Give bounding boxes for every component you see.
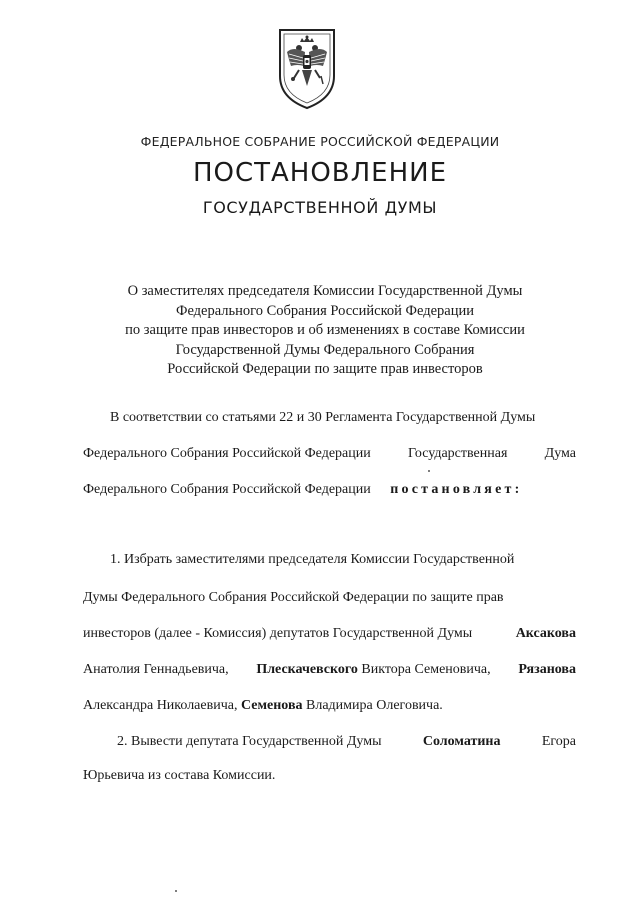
item1-line-3 [83,626,576,642]
item1-line-4 [83,662,576,678]
preamble-line-3 [83,482,522,498]
scan-speck [175,890,177,892]
deputy-name: Семенова [240,698,303,713]
subject-line: О заместителях председателя Комиссии Государственной Думы [127,283,523,299]
item1-text: инвесторов (далее - Комиссия) депутатов Государственной Думы [83,626,473,641]
russian-coat-of-arms-icon [277,28,337,110]
preamble-text: Федерального Собрания Российской Федерации [83,446,371,461]
item2-line-2: Юрьевича из состава Комиссии. [83,768,276,783]
preamble-line-1: В соответствии со статьями 22 и 30 Регламента Государственной Думы [110,410,536,425]
subject-line: Российской Федерации по защите прав инвесторов [167,361,483,377]
deputy-name: Соломатина [422,734,501,749]
subject-line: Федерального Собрания Российской Федерации [175,302,474,319]
subject-line: Государственной Думы Федерального Собрания [175,341,475,358]
item2-line-1 [117,734,576,750]
deputy-name: Плескачевского [256,662,358,677]
item1-text: Виктора Семеновича, [361,662,491,677]
deputy-name: Рязанова [518,662,576,677]
item1-text: Анатолия Геннадьевича, [83,662,229,677]
decree-word: постановляет: [390,482,523,497]
item1-text: Александра Николаевича, [83,698,238,713]
preamble-text: Федерального Собрания Российской Федерации [83,482,371,497]
item1-text-group [256,662,490,678]
subject-line: по защите прав инвесторов и об изменениях в составе Комиссии [125,322,525,338]
preamble-text: Дума [544,446,576,461]
item1-line-1: 1. Избрать заместителями председателя Комиссии Государственной [110,552,515,567]
item1-line-2 [83,590,576,606]
document-subtitle: ГОСУДАРСТВЕННОЙ ДУМЫ [202,198,438,217]
item1-text: Думы Федерального Собрания Российской Федерации по защите прав [83,590,504,605]
document-title: ПОСТАНОВЛЕНИЕ [192,158,448,188]
item2-text: Егора [541,734,576,749]
preamble-line-2 [83,446,576,462]
item1-line-5 [83,698,443,714]
coat-of-arms-emblem [277,28,337,110]
deputy-name: Аксакова [515,626,576,641]
scan-speck [428,470,430,472]
preamble-text: Государственная [407,446,508,461]
assembly-name: ФЕДЕРАЛЬНОЕ СОБРАНИЕ РОССИЙСКОЙ ФЕДЕРАЦИИ [140,134,500,149]
subject-heading [90,282,560,380]
item2-text: 2. Вывести депутата Государственной Думы [117,734,382,749]
item1-text: Владимира Олеговича. [306,698,443,713]
